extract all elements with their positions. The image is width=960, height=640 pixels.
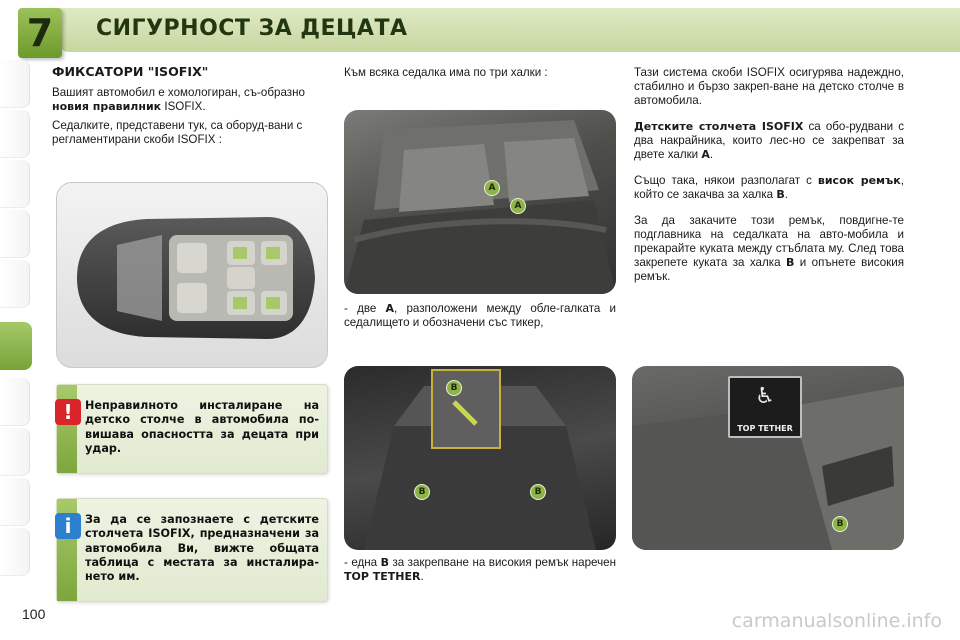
trunk-photo [344, 366, 616, 550]
col3-paragraph-1: Тази система скоби ISOFIX осигурява надеждно, стабилно и бързо закреп-ване на детско столче в автомобила. [634, 66, 904, 107]
bold-run: висок ремък [817, 174, 901, 187]
col1-text [52, 86, 328, 152]
col2-item-2 [344, 556, 616, 584]
warning-text: Неправилното инсталиране на детско столче в автомобила по-вишава опасността за децата при удар. [85, 399, 319, 455]
car-top-view-icon [57, 183, 328, 368]
text-run: За да закачите този ремък, повдигне-те подглавника на седалката на авто-мобила и прекарайте куката между стъблата му. След това закрепете куката за халка [634, 214, 904, 269]
chapter-tab-2[interactable] [0, 110, 30, 158]
rear-seat-illustration-icon [344, 110, 616, 294]
col3-text [634, 66, 904, 289]
bold-run: B [380, 556, 389, 569]
chapter-tabs [0, 60, 30, 580]
col2-item-1 [344, 302, 616, 330]
chapter-badge [18, 8, 62, 58]
bold-run: новия правилник [52, 100, 162, 113]
bold-run: Детските столчета ISOFIX [634, 120, 804, 133]
text-run: - една [344, 556, 381, 569]
watermark: carmanualsonline.info [731, 610, 942, 632]
chapter-tab-11[interactable] [0, 528, 30, 576]
warning-icon: ! [55, 399, 81, 425]
isofix-marker-b-left: B [414, 484, 430, 500]
chapter-tab-1[interactable] [0, 60, 30, 108]
bold-run: A [701, 148, 710, 161]
col1-paragraph-1 [52, 86, 328, 114]
isofix-marker-a-2: A [510, 198, 526, 214]
trunk-illustration-icon [344, 366, 616, 550]
text-run: - две [344, 302, 386, 315]
bold-run: B [785, 256, 795, 269]
chapter-tab-8[interactable] [0, 378, 30, 426]
col3-paragraph-2 [634, 120, 904, 162]
isofix-marker-b-tether: B [832, 516, 848, 532]
chapter-tab-3[interactable] [0, 160, 30, 208]
top-tether-sign [728, 376, 802, 438]
warning-notice [56, 384, 328, 474]
text-run: са обо-рудвани с два накрайника, които лес-но се закрепват за двете халки [634, 120, 904, 161]
car-isofix-diagram [56, 182, 328, 368]
page-header [0, 0, 960, 60]
chapter-tab-9[interactable] [0, 428, 30, 476]
chapter-tab-7-active[interactable] [0, 322, 32, 370]
isofix-marker-a-1: A [484, 180, 500, 196]
chapter-number: 7 [26, 11, 54, 55]
text-run: . [709, 148, 714, 161]
text-run: и опънете високия ремък. [634, 256, 905, 283]
text-run: . [420, 570, 424, 583]
chapter-tab-10[interactable] [0, 478, 30, 526]
isofix-marker-b-top: B [446, 380, 462, 396]
info-text: За да се запознаете с детските столчета ISOFIX, предназначени за автомобила Ви, вижте общата таблица с местата за инсталира-нето им. [85, 513, 319, 584]
chapter-tab-4[interactable] [0, 210, 30, 258]
text-run: , разположени между обле-галката и седалището и обозначени със тикер, [344, 302, 617, 329]
col1-paragraph-2: Седалките, представени тук, са оборуд-вани с регламентирани скоби ISOFIX : [52, 119, 303, 146]
text-run: за закрепване на високия ремък наречен [388, 556, 616, 569]
page-title: СИГУРНОСТ ЗА ДЕЦАТА [96, 16, 408, 41]
rear-seat-photo [344, 110, 616, 294]
bold-run: A [385, 302, 395, 315]
child-seat-icon: ♿ [755, 384, 775, 409]
top-tether-photo [632, 366, 904, 550]
bold-run: B [776, 188, 785, 201]
text-run: , който се закачва за халка [634, 174, 904, 201]
text-run: ISOFIX. [161, 100, 206, 113]
top-tether-label: TOP TETHER [737, 424, 793, 433]
text-run: . [784, 188, 788, 201]
section-heading: ФИКСАТОРИ "ISOFIX" [52, 64, 209, 79]
isofix-marker-b-right: B [530, 484, 546, 500]
info-icon: i [55, 513, 81, 539]
chapter-tab-5[interactable] [0, 260, 30, 308]
text-run: Вашият автомобил е хомологиран, съ-образно [52, 86, 305, 99]
text-run: Също така, някои разполагат с [634, 174, 818, 187]
col3-paragraph-3 [634, 174, 904, 202]
info-notice [56, 498, 328, 602]
page-number: 100 [22, 606, 46, 622]
bold-run: TOP TETHER [344, 570, 421, 583]
col3-paragraph-4 [634, 214, 904, 284]
col2-intro: Към всяка седалка има по три халки : [344, 66, 548, 79]
